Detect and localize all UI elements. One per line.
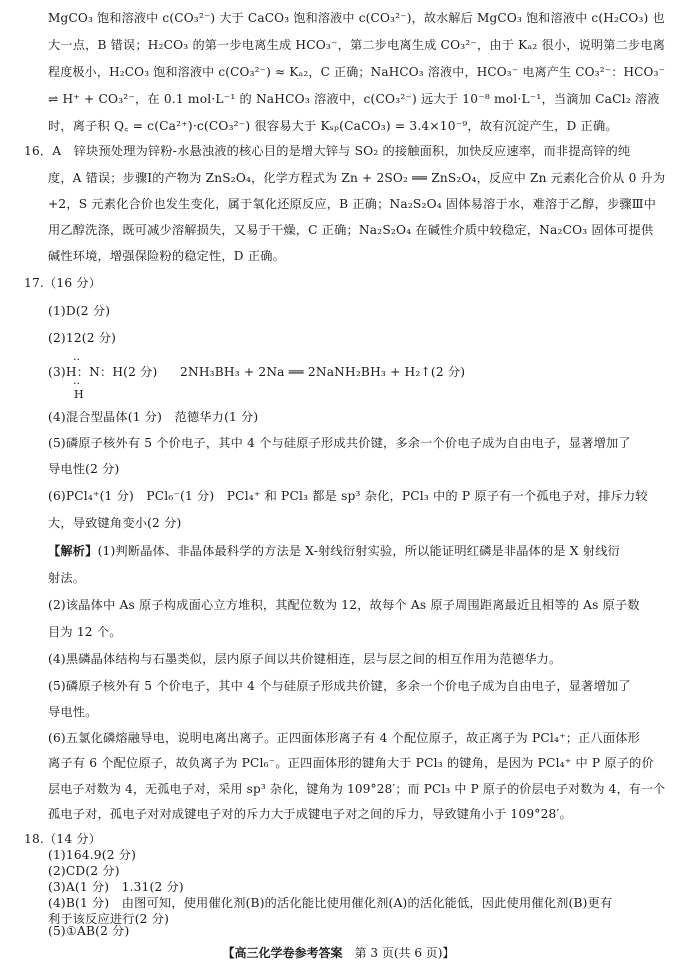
- analysis-label: 【解析】: [48, 544, 98, 558]
- q18-answer-5: (5)①AB(2 分): [48, 924, 130, 938]
- text-line: 程度极小，H₂CO₃ 饱和溶液中 c(CO₃²⁻) ≈ Kₐ₂，C 正确；NaHCO₃ 溶液中，HCO₃⁻ 电离产生 CO₃²⁻：HCO₃⁻: [48, 65, 666, 79]
- q18-answer-4: (4)B(1 分) 由图可知，使用催化剂(B)的活化能比使用催化剂(A)的活化能低，因此使用催化剂(B)更有: [48, 896, 613, 910]
- q17-answer-2: (2)12(2 分): [48, 331, 117, 345]
- q17-answer-6: (6)PCl₄⁺(1 分) PCl₆⁻(1 分) PCl₄⁺ 和 PCl₃ 都是 sp³ 杂化，PCl₃ 中的 P 原子有一个孤电子对，排斥力较: [48, 489, 648, 503]
- analysis-line: 射法。: [48, 571, 86, 585]
- text-line: MgCO₃ 饱和溶液中 c(CO₃²⁻) 大于 CaCO₃ 饱和溶液中 c(CO₃²⁻)，故水解后 MgCO₃ 饱和溶液中 c(H₂CO₃) 也: [48, 11, 665, 25]
- q18-answer-2: (2)CD(2 分): [48, 864, 120, 878]
- page-footer: [0, 944, 677, 961]
- lewis-h-bottom: H: [74, 388, 84, 401]
- q16-line: +2，S 元素化合价也发生变化，属于氧化还原反应，B 正确；Na₂S₂O₄ 固体易溶于水，难溶于乙醇，步骤Ⅲ中: [48, 197, 657, 211]
- analysis-line: (2)该晶体中 As 原子构成面心立方堆积，其配位数为 12，故每个 As 原子周围距离最近且相等的 As 原子数: [48, 598, 640, 612]
- q18-answer-4-cont: 利于该反应进行(2 分): [48, 912, 170, 926]
- text-line: 时，离子积 Q꜀ = c(Ca²⁺)·c(CO₃²⁻) 很容易大于 Kₛₚ(CaCO₃) = 3.4×10⁻⁹，故有沉淀产生，D 正确。: [48, 119, 618, 133]
- q17-answer-4: (4)混合型晶体(1 分) 范德华力(1 分): [48, 410, 259, 424]
- q17-answer-5-cont: 导电性(2 分): [48, 462, 120, 476]
- footer-title: 【高三化学卷参考答案: [222, 946, 343, 960]
- analysis-line: (4)黑磷晶体结构与石墨类似，层内原子间以共价键相连，层与层之间的相互作用为范德华力。: [48, 652, 562, 666]
- analysis-line: (6)五氯化磷熔融导电，说明电离出离子。正四面体形离子有 4 个配位原子，故正离子为 PCl₄⁺；正八面体形: [48, 731, 641, 745]
- q17-answer-3-lewis: (3)H：N：H(2 分): [48, 365, 158, 379]
- analysis-line: 层电子对数为 4，无孤电子对，采用 sp³ 杂化，键角为 109°28′；而 PCl₃ 中 P 原子的价层电子对数为 4，有一个: [48, 782, 666, 796]
- q17-heading: 17.（16 分）: [24, 276, 102, 290]
- q17-answer-6-cont: 大，导致键角变小(2 分): [48, 516, 182, 530]
- q18-heading: 18.（14 分）: [24, 832, 102, 846]
- analysis-line: 导电性。: [48, 705, 98, 719]
- q17-analysis-1: [48, 545, 620, 557]
- footer-page-number: 第 3 页(共 6 页)】: [354, 946, 455, 960]
- q17-answer-1: (1)D(2 分): [48, 304, 111, 318]
- q17-answer-5: (5)磷原子核外有 5 个价电子，其中 4 个与硅原子形成共价键，多余一个价电子成为自由电子，显著增加了: [48, 436, 631, 450]
- q16-line: 16．A 锌块预处理为锌粉-水悬浊液的核心目的是增大锌与 SO₂ 的接触面积，加快反应速率，而非提高锌的纯: [24, 144, 631, 158]
- q16-line: 度，A 错误；步骤Ⅰ的产物为 ZnS₂O₄，化学方程式为 Zn + 2SO₂ ══ ZnS₂O₄，反应中 Zn 元素化合价从 0 升为: [48, 171, 666, 185]
- q16-line: 碱性环境，增强保险粉的稳定性，D 正确。: [48, 249, 286, 263]
- q17-answer-3-equation: 2NH₃BH₃ + 2Na ══ 2NaNH₂BH₃ + H₂↑(2 分): [180, 365, 466, 379]
- q16-line: 用乙醇洗涤，既可减少溶解损失，又易于干燥，C 正确；Na₂S₂O₄ 在碱性介质中较稳定，Na₂CO₃ 固体可提供: [48, 223, 654, 237]
- analysis-text: (1)判断晶体、非晶体最科学的方法是 X-射线衍射实验，所以能证明红磷是非晶体的是 X 射线衍: [97, 544, 621, 558]
- q18-answer-3: (3)A(1 分) 1.31(2 分): [48, 880, 184, 894]
- q18-answer-1: (1)164.9(2 分): [48, 848, 137, 862]
- lewis-dots-bottom: ··: [73, 377, 80, 390]
- analysis-line: 离子有 6 个配位原子，故负离子为 PCl₆⁻。正四面体形的键角大于 PCl₃ 的键角，是因为 PCl₄⁺ 中 P 原子的价: [48, 756, 654, 770]
- text-line: 大一点，B 错误；H₂CO₃ 的第一步电离生成 HCO₃⁻，第二步电离生成 CO₃²⁻，由于 Kₐ₂ 很小，说明第二步电离: [48, 38, 666, 52]
- analysis-line: (5)磷原子核外有 5 个价电子，其中 4 个与硅原子形成共价键，多余一个价电子成为自由电子，显著增加了: [48, 679, 631, 693]
- text-line: ⇌ H⁺ + CO₃²⁻，在 0.1 mol·L⁻¹ 的 NaHCO₃ 溶液中，c(CO₃²⁻) 远大于 10⁻⁸ mol·L⁻¹，当滴加 CaCl₂ 溶液: [48, 92, 660, 106]
- analysis-line: 孤电子对，孤电子对对成键电子对的斥力大于成键电子对之间的斥力，导致键角小于 109°28′。: [48, 807, 572, 821]
- lewis-dots-top: ··: [73, 353, 80, 366]
- analysis-line: 目为 12 个。: [48, 625, 122, 639]
